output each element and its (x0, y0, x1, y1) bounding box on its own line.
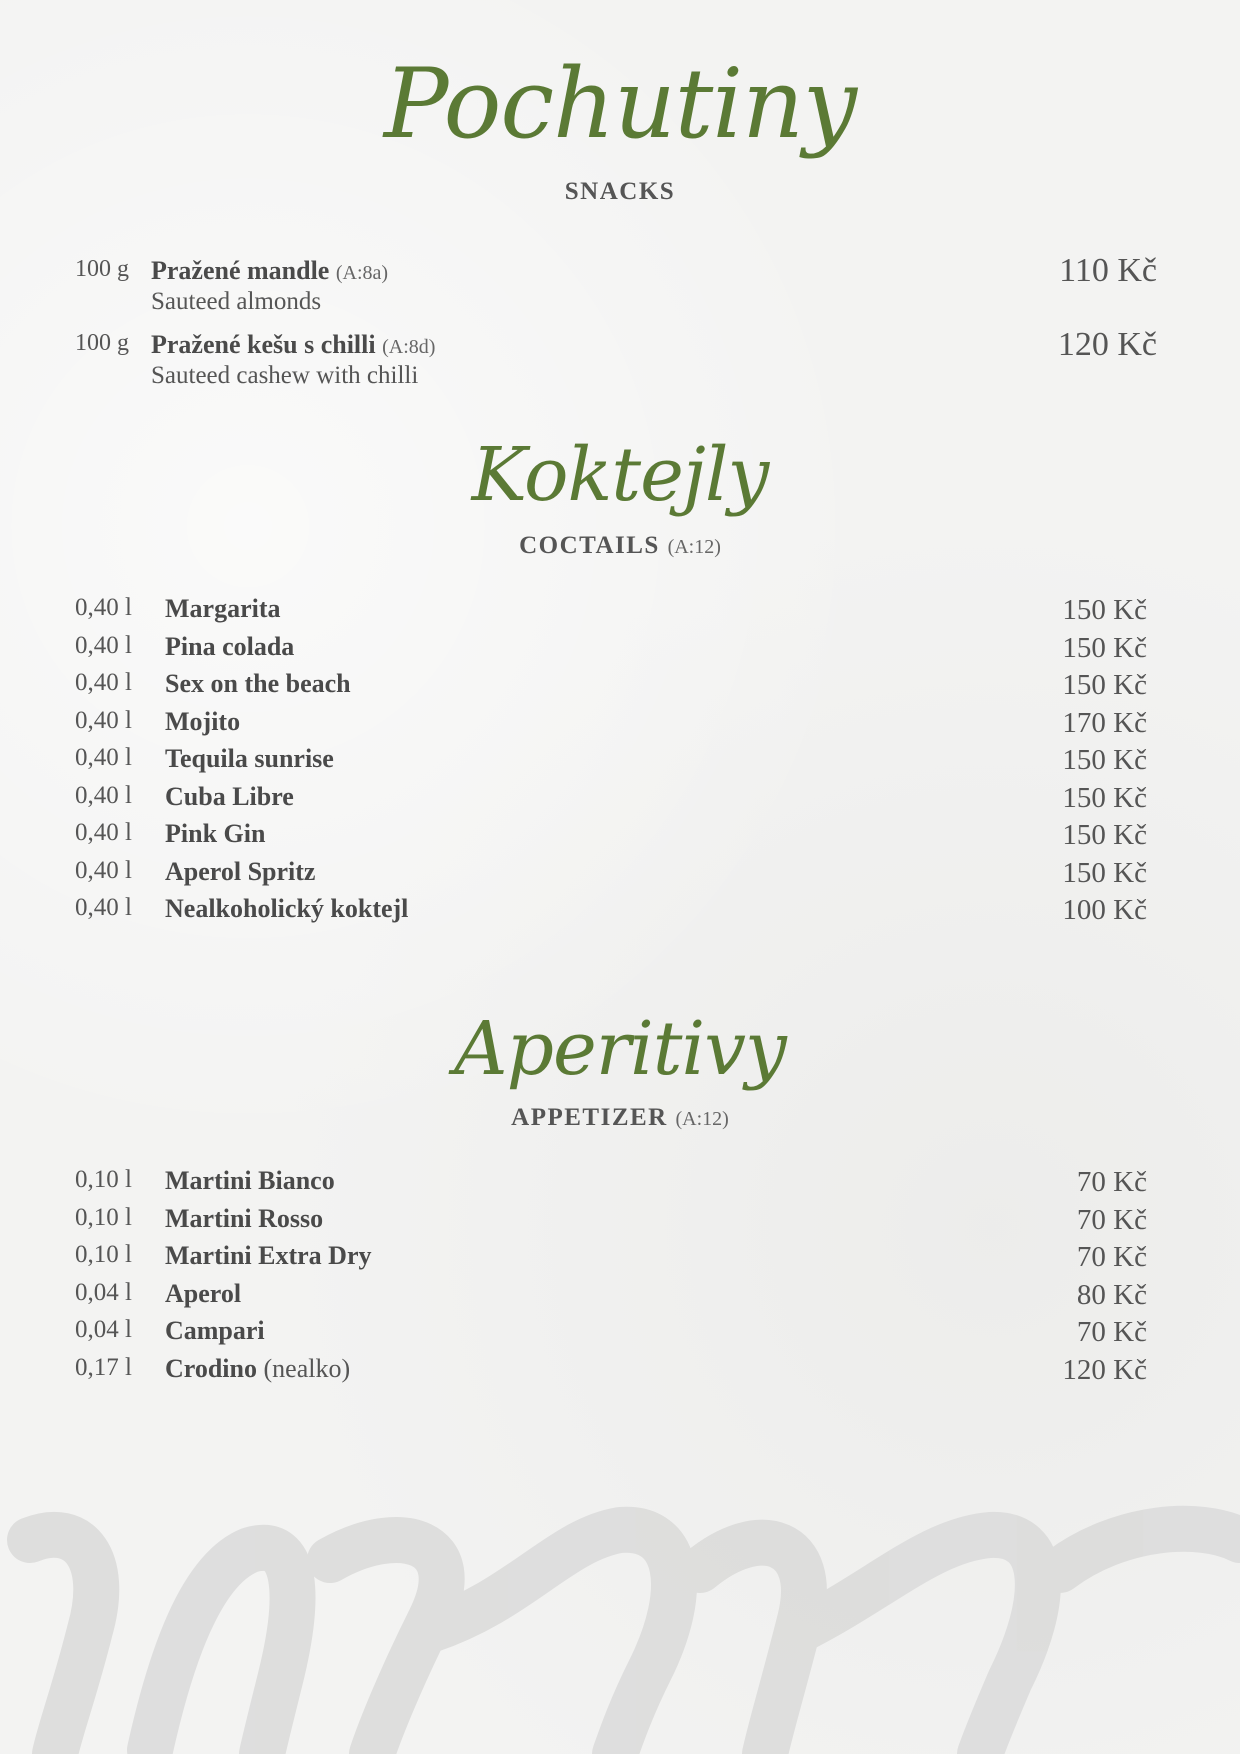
item-price: 110 Kč (1059, 252, 1157, 289)
item-name: Pražené kešu s chilli (A:8d) (151, 330, 436, 359)
item-price: 120 Kč (1062, 1354, 1147, 1386)
item-name: Martini Extra Dry (165, 1241, 372, 1270)
item-price: 120 Kč (1057, 326, 1157, 363)
item-quantity: 0,10 l (75, 1241, 132, 1268)
aperitifs-allergen: (A:12) (675, 1108, 729, 1130)
menu-item (0, 632, 1240, 672)
menu-item (0, 594, 1240, 634)
item-quantity: 0,40 l (75, 669, 132, 696)
item-price: 150 Kč (1062, 819, 1147, 851)
item-price: 70 Kč (1076, 1241, 1147, 1273)
item-quantity: 0,17 l (75, 1354, 132, 1381)
item-quantity: 0,40 l (75, 707, 132, 734)
item-name: Martini Bianco (165, 1166, 335, 1195)
item-quantity: 0,40 l (75, 857, 132, 884)
menu-item (0, 819, 1240, 859)
cocktails-allergen: (A:12) (667, 536, 721, 558)
menu-item (0, 1279, 1240, 1319)
menu-item (0, 782, 1240, 822)
item-name: Pražené mandle (A:8a) (151, 256, 389, 285)
item-name: Mojito (165, 707, 241, 736)
item-name: Cuba Libre (165, 782, 294, 811)
item-name: Campari (165, 1316, 265, 1345)
item-quantity: 0,40 l (75, 782, 132, 809)
item-name: Pink Gin (165, 819, 266, 848)
item-price: 80 Kč (1076, 1279, 1147, 1311)
item-name: Aperol (165, 1279, 242, 1308)
snacks-title: Pochutiny (383, 48, 857, 160)
item-name: Crodino (nealko) (165, 1354, 351, 1383)
menu-item (0, 1166, 1240, 1206)
menu-item (0, 326, 1240, 389)
aperitifs-title: Aperitivy (454, 1006, 786, 1092)
menu-item (0, 744, 1240, 784)
menu-item (0, 252, 1240, 315)
item-price: 170 Kč (1062, 707, 1147, 739)
menu-item (0, 669, 1240, 709)
item-price: 150 Kč (1062, 669, 1147, 701)
item-price: 150 Kč (1062, 594, 1147, 626)
item-name: Pina colada (165, 632, 295, 661)
item-price: 150 Kč (1062, 744, 1147, 776)
menu-item (0, 1316, 1240, 1356)
item-quantity: 0,10 l (75, 1204, 132, 1231)
menu-item (0, 857, 1240, 897)
item-quantity: 0,40 l (75, 744, 132, 771)
item-quantity: 0,40 l (75, 894, 132, 921)
item-quantity: 100 g (75, 256, 129, 282)
item-price: 150 Kč (1062, 632, 1147, 664)
menu-item (0, 707, 1240, 747)
item-quantity: 0,40 l (75, 819, 132, 846)
menu-item (0, 1354, 1240, 1394)
item-price: 70 Kč (1076, 1316, 1147, 1348)
item-quantity: 0,40 l (75, 632, 132, 659)
item-quantity: 0,10 l (75, 1166, 132, 1193)
item-quantity: 0,04 l (75, 1316, 132, 1343)
snacks-subtitle: SNACKS (564, 178, 676, 205)
item-quantity: 100 g (75, 330, 129, 356)
item-english-name: Sauteed almonds (151, 288, 322, 315)
cocktails-title: Koktejly (471, 432, 769, 518)
item-name: Nealkoholický koktejl (165, 894, 409, 923)
menu-item (0, 1241, 1240, 1281)
item-allergen: (A:8a) (335, 262, 389, 284)
item-quantity: 0,40 l (75, 594, 132, 621)
aperitifs-subtitle: APPETIZER (A:12) (511, 1104, 729, 1131)
item-note: (nealko) (263, 1354, 351, 1383)
item-price: 150 Kč (1062, 782, 1147, 814)
item-name: Sex on the beach (165, 669, 351, 698)
item-name: Margarita (165, 594, 281, 623)
decorative-brush-strokes (0, 1480, 1240, 1754)
menu-item (0, 1204, 1240, 1244)
item-price: 100 Kč (1062, 894, 1147, 926)
item-name: Martini Rosso (165, 1204, 324, 1233)
item-name: Aperol Spritz (165, 857, 316, 886)
item-allergen: (A:8d) (382, 336, 436, 358)
item-quantity: 0,04 l (75, 1279, 132, 1306)
menu-item (0, 894, 1240, 934)
item-price: 70 Kč (1076, 1166, 1147, 1198)
item-price: 150 Kč (1062, 857, 1147, 889)
cocktails-subtitle: COCTAILS (A:12) (519, 532, 721, 559)
item-name: Tequila sunrise (165, 744, 334, 773)
item-price: 70 Kč (1076, 1204, 1147, 1236)
item-english-name: Sauteed cashew with chilli (151, 362, 419, 389)
